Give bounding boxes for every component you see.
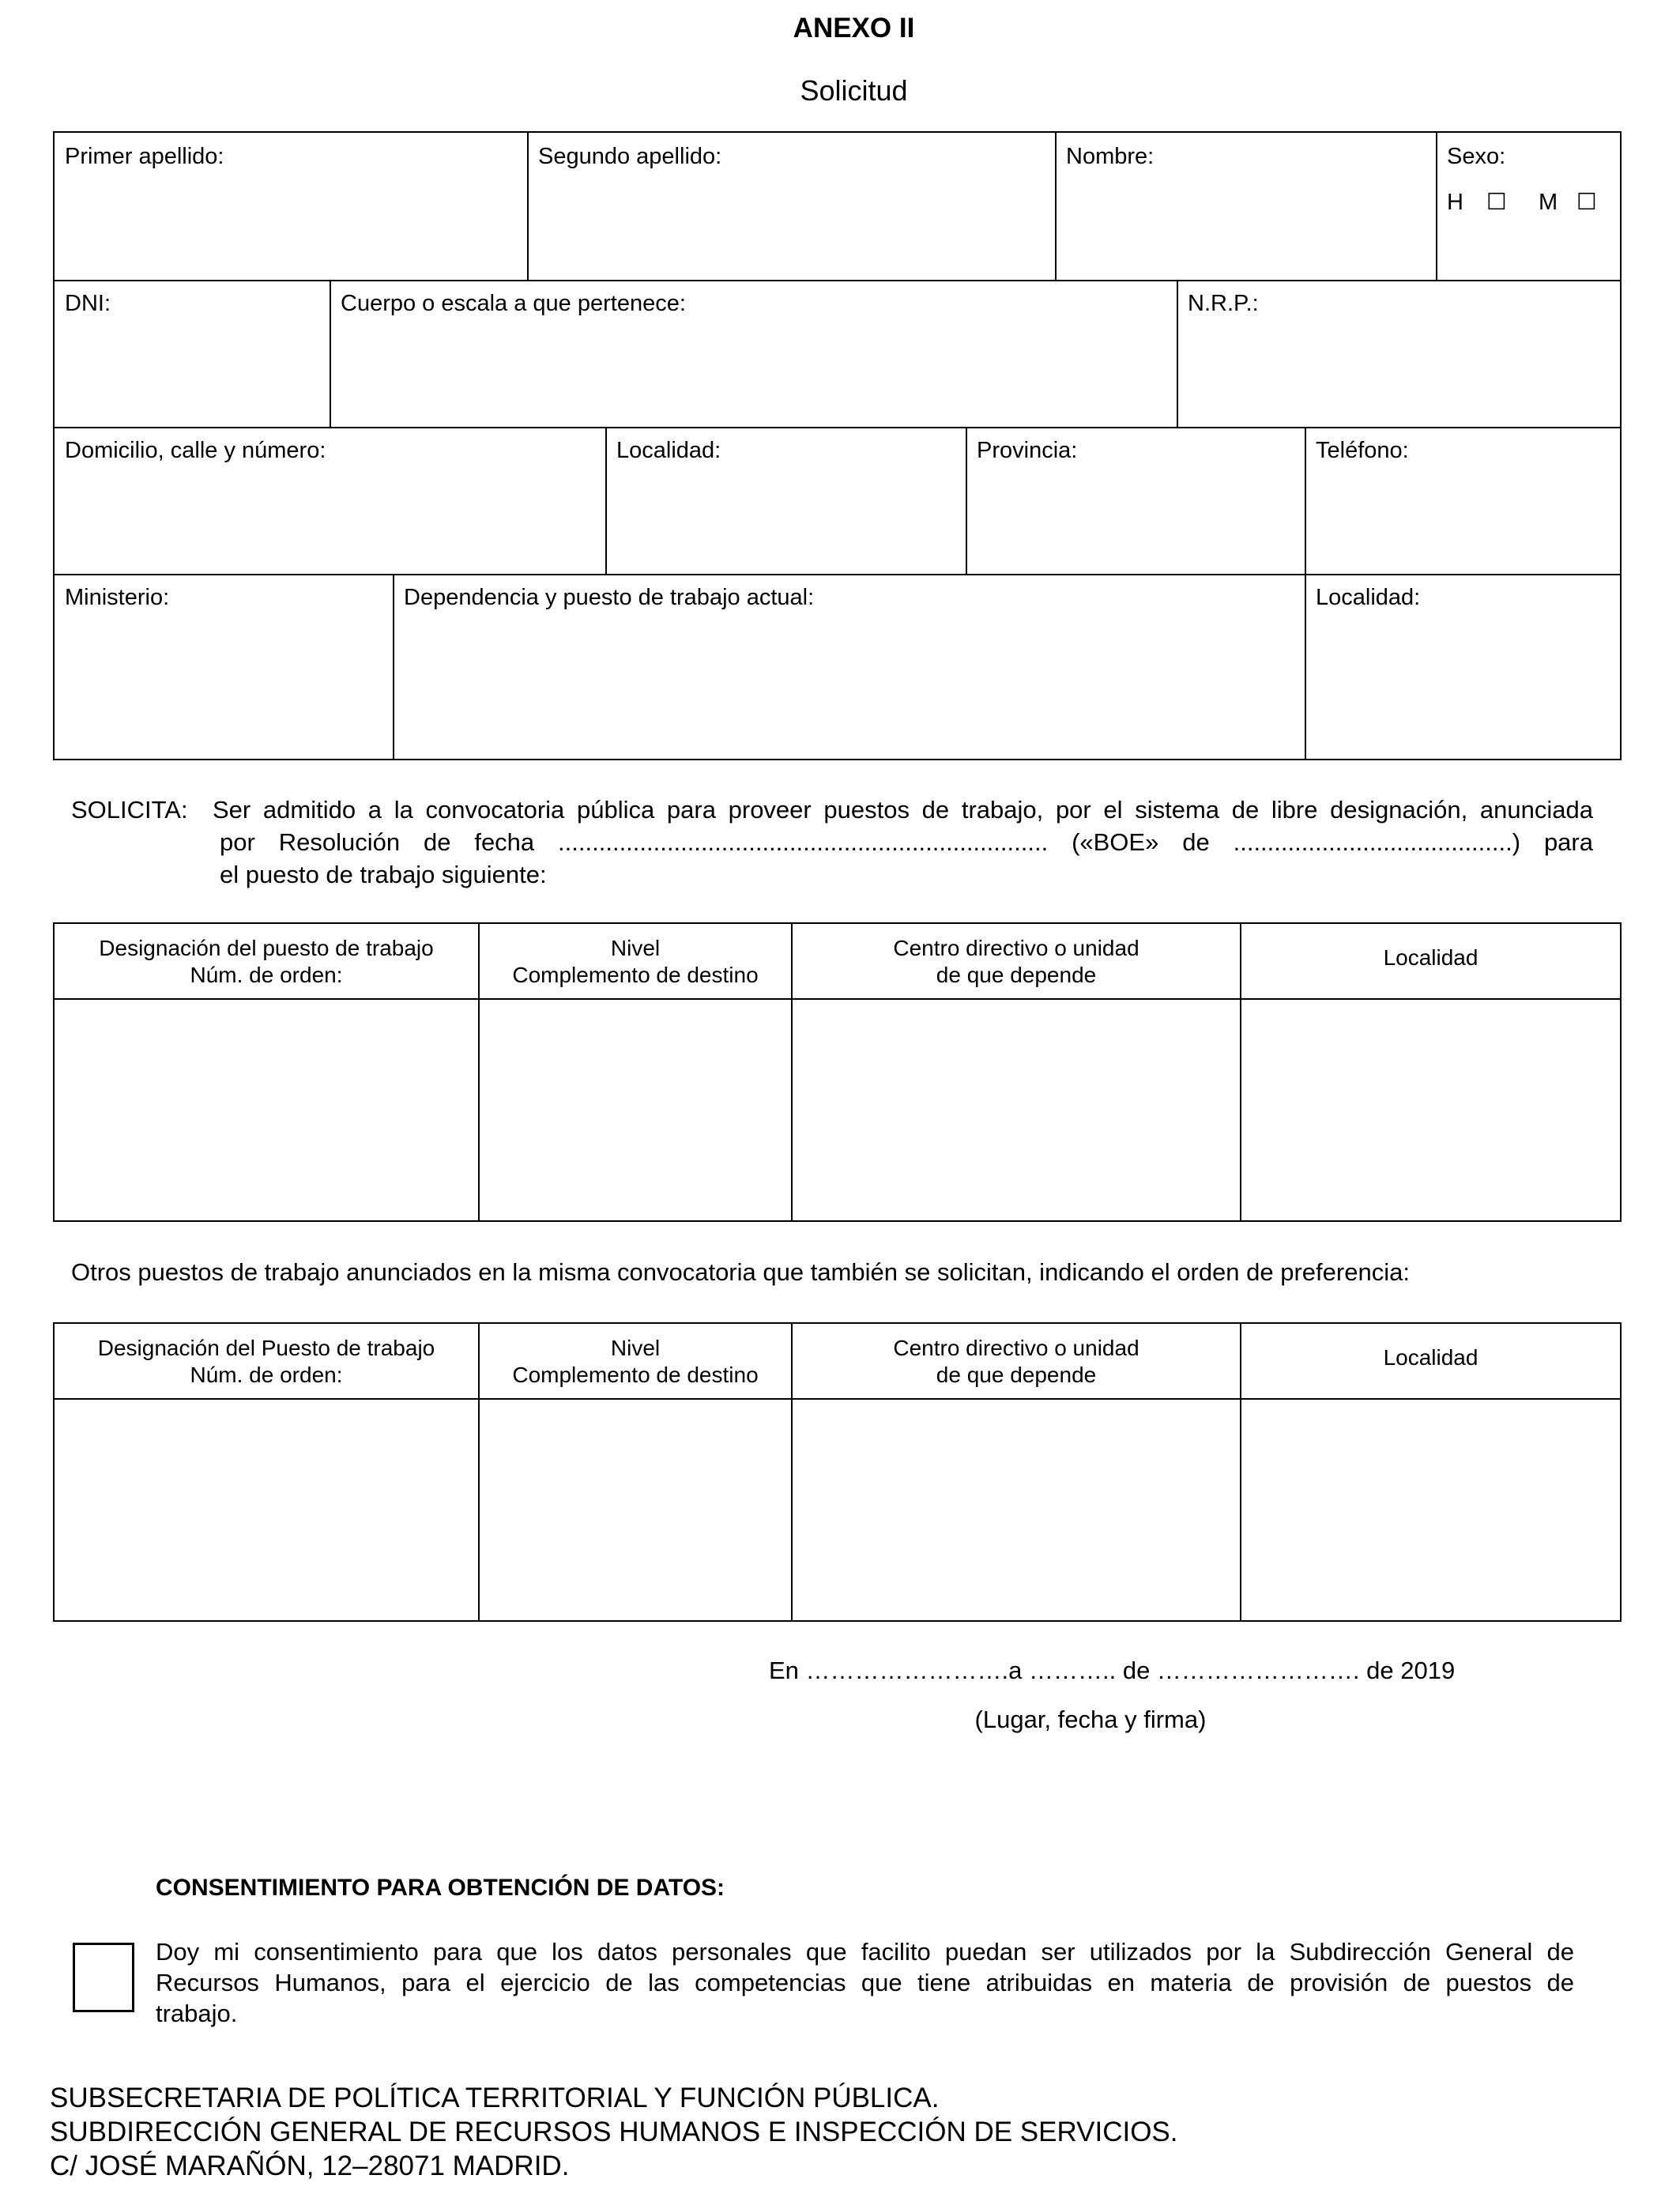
dependencia-field[interactable]: Dependencia y puesto de trabajo actual: xyxy=(404,585,815,610)
designacion-input-cell[interactable] xyxy=(55,1000,478,1220)
consent-line-1: Doy mi consentimiento para que los datos personales que facilito puedan ser utilizados por la Subdirección General de xyxy=(156,1938,1574,1966)
telefono-field[interactable]: Teléfono: xyxy=(1316,438,1409,463)
sexo-m-label: M xyxy=(1539,190,1558,215)
solicita-line-3: el puesto de trabajo siguiente: xyxy=(220,861,547,888)
column-header-localidad: Localidad xyxy=(1383,1345,1478,1370)
signature-caption: (Lugar, fecha y firma) xyxy=(974,1706,1207,1733)
centro-directivo-input-cell[interactable] xyxy=(793,1400,1240,1620)
nrp-field[interactable]: N.R.P.: xyxy=(1188,291,1259,316)
column-divider xyxy=(966,427,967,574)
sexo-h-checkbox[interactable]: ☐ xyxy=(1486,188,1507,215)
puesto-table xyxy=(53,922,1622,1222)
segundo-apellido-field[interactable]: Segundo apellido: xyxy=(538,144,722,169)
column-header-designacion: Designación del puesto de trabajo Núm. de orden: xyxy=(99,936,434,987)
column-divider xyxy=(1305,574,1306,759)
column-header-nivel: Nivel Complemento de destino xyxy=(512,936,759,987)
sexo-h-label: H xyxy=(1447,190,1463,215)
column-header-nivel: Nivel Complemento de destino xyxy=(512,1336,759,1387)
localidad-field[interactable]: Localidad: xyxy=(616,438,721,463)
row-divider xyxy=(55,427,1620,428)
row-divider xyxy=(55,280,1620,281)
column-divider xyxy=(393,574,394,759)
column-divider xyxy=(605,427,607,574)
centro-directivo-input-cell[interactable] xyxy=(793,1000,1240,1220)
footer-address: C/ JOSÉ MARAÑÓN, 12–28071 MADRID. xyxy=(50,2151,570,2181)
column-divider xyxy=(527,133,529,280)
consent-line-2: Recursos Humanos, para el ejercicio de las competencias que tiene atribuidas en materia de provisión de puestos de xyxy=(156,1969,1574,1996)
footer-line-1: SUBSECRETARIA DE POLÍTICA TERRITORIAL Y FUNCIÓN PÚBLICA. xyxy=(50,2083,940,2113)
signature-date-line[interactable]: En …………………….a ……….. de ……………………. de 2019 xyxy=(769,1657,1456,1684)
otros-puestos-text: Otros puestos de trabajo anunciados en la misma convocatoria que también se solicitan, indicando el orden de preferencia: xyxy=(71,1258,1410,1286)
nivel-input-cell[interactable] xyxy=(480,1400,791,1620)
row-divider xyxy=(55,574,1620,575)
consent-line-3: trabajo. xyxy=(156,2000,238,2027)
nivel-input-cell[interactable] xyxy=(480,1000,791,1220)
localidad-actual-field[interactable]: Localidad: xyxy=(1316,585,1421,610)
page-title: ANEXO II xyxy=(793,13,915,43)
nombre-field[interactable]: Nombre: xyxy=(1066,144,1155,169)
solicita-line-1: Ser admitido a la convocatoria pública para proveer puestos de trabajo, por el sistema de libre designación, anunciada xyxy=(213,796,1593,824)
footer-line-2: SUBDIRECCIÓN GENERAL DE RECURSOS HUMANOS E INSPECCIÓN DE SERVICIOS. xyxy=(50,2117,1178,2147)
consent-heading: CONSENTIMIENTO PARA OBTENCIÓN DE DATOS: xyxy=(156,1875,725,1901)
solicita-label: SOLICITA: xyxy=(71,796,188,824)
otros-puestos-table xyxy=(53,1322,1622,1622)
column-header-localidad: Localidad xyxy=(1383,945,1478,970)
localidad-input-cell[interactable] xyxy=(1241,1400,1620,1620)
ministerio-field[interactable]: Ministerio: xyxy=(65,585,170,610)
sexo-label: Sexo: xyxy=(1447,144,1506,169)
solicita-line-2: por Resolución de fecha ........................................................................ («BOE» de .........................................) para xyxy=(220,828,1593,856)
page-subtitle: Solicitud xyxy=(800,74,908,107)
primer-apellido-field[interactable]: Primer apellido: xyxy=(65,144,224,169)
column-header-centro-directivo: Centro directivo o unidad de que depende xyxy=(893,1336,1139,1387)
personal-data-form xyxy=(53,131,1622,760)
column-header-designacion: Designación del Puesto de trabajo Núm. de orden: xyxy=(97,1336,435,1387)
dni-field[interactable]: DNI: xyxy=(65,291,111,316)
column-divider xyxy=(330,280,331,427)
column-divider xyxy=(1305,427,1306,574)
provincia-field[interactable]: Provincia: xyxy=(977,438,1078,463)
domicilio-field[interactable]: Domicilio, calle y número: xyxy=(65,438,326,463)
column-divider xyxy=(1177,280,1178,427)
consent-checkbox[interactable] xyxy=(73,1943,134,2012)
sexo-m-checkbox[interactable]: ☐ xyxy=(1576,188,1597,215)
column-divider xyxy=(1436,133,1437,280)
designacion-input-cell[interactable] xyxy=(55,1400,478,1620)
cuerpo-escala-field[interactable]: Cuerpo o escala a que pertenece: xyxy=(341,291,686,316)
column-divider xyxy=(1055,133,1057,280)
column-header-centro-directivo: Centro directivo o unidad de que depende xyxy=(893,936,1139,987)
localidad-input-cell[interactable] xyxy=(1241,1000,1620,1220)
